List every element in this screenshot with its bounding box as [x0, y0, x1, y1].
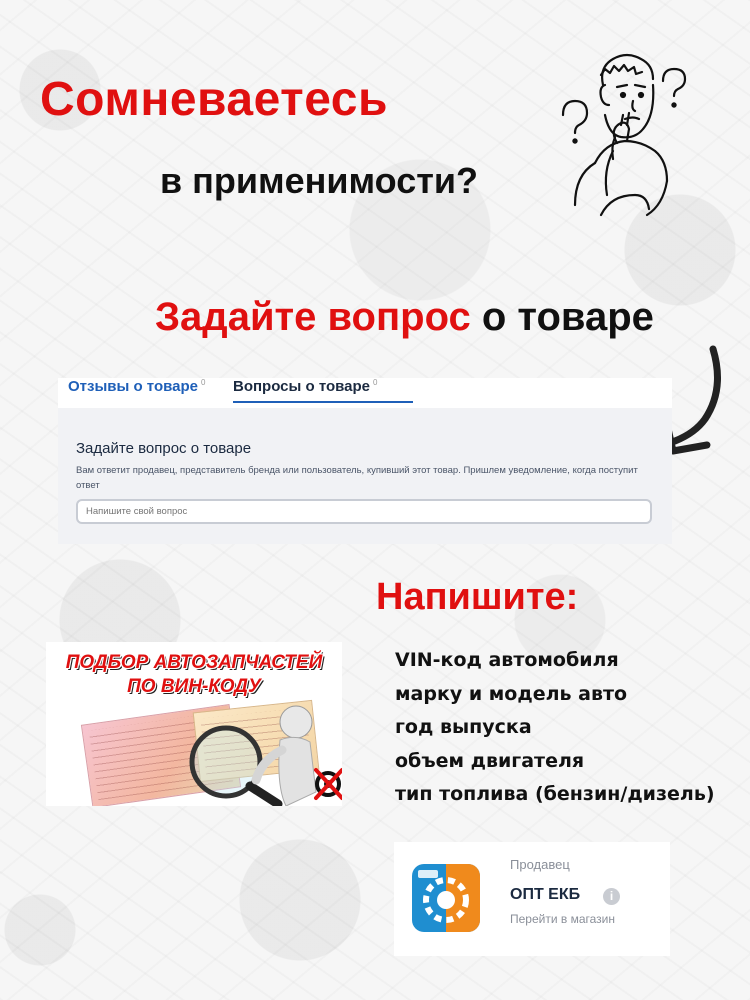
tab-reviews-label: Отзывы о товаре — [68, 378, 198, 395]
gear-wrench-icon — [316, 770, 342, 798]
tab-questions-label: Вопросы о товаре — [233, 378, 371, 395]
question-form-title: Задайте вопрос о товаре — [76, 440, 252, 457]
magnifier-figure-illustration — [146, 700, 342, 806]
info-icon[interactable]: i — [603, 888, 620, 905]
question-form — [58, 408, 672, 544]
question-form-description: Вам ответит продавец, представитель бренда или пользователь, купивший этот товар. Пришлем уведомление, когда поступит ответ — [76, 465, 638, 491]
list-item: VIN-код автомобиля — [395, 649, 619, 671]
hero-subtitle: в применимости? — [160, 160, 478, 201]
vin-banner-title-line1: ПОДБОР АВТОЗАПЧАСТЕЙ — [65, 652, 323, 673]
tab-questions-count: 0 — [373, 378, 378, 387]
tab-questions[interactable] — [233, 378, 413, 403]
list-item: объем двигателя — [395, 749, 585, 772]
thinking-person-illustration — [555, 45, 705, 225]
list-item: год выпуска — [395, 716, 532, 738]
vin-banner-title-line2: ПО ВИН-КОДУ — [127, 676, 261, 697]
qa-panel-screenshot — [58, 378, 672, 544]
list-item: тип топлива (бензин/дизель) — [395, 783, 715, 805]
ask-question-heading — [155, 295, 654, 340]
seller-name[interactable]: ОПТ ЕКБ — [510, 886, 581, 903]
ask-heading-rest: о товаре — [481, 295, 654, 339]
tab-reviews[interactable] — [68, 378, 205, 401]
tab-reviews-count: 0 — [201, 378, 206, 387]
list-item: марку и модель авто — [395, 682, 628, 705]
go-to-store-link[interactable]: Перейти в магазин — [510, 912, 615, 926]
required-info-list — [395, 644, 715, 812]
ask-heading-accent: Задайте вопрос — [155, 295, 471, 339]
seller-label: Продавец — [510, 857, 570, 872]
qa-tabs — [58, 378, 672, 406]
hero-title: Сомневаетесь — [40, 73, 388, 126]
vin-search-banner — [46, 642, 342, 806]
seller-card[interactable] — [394, 842, 670, 956]
question-input[interactable] — [76, 499, 652, 524]
seller-logo-icon — [408, 860, 484, 936]
write-heading: Напишите: — [376, 576, 579, 618]
